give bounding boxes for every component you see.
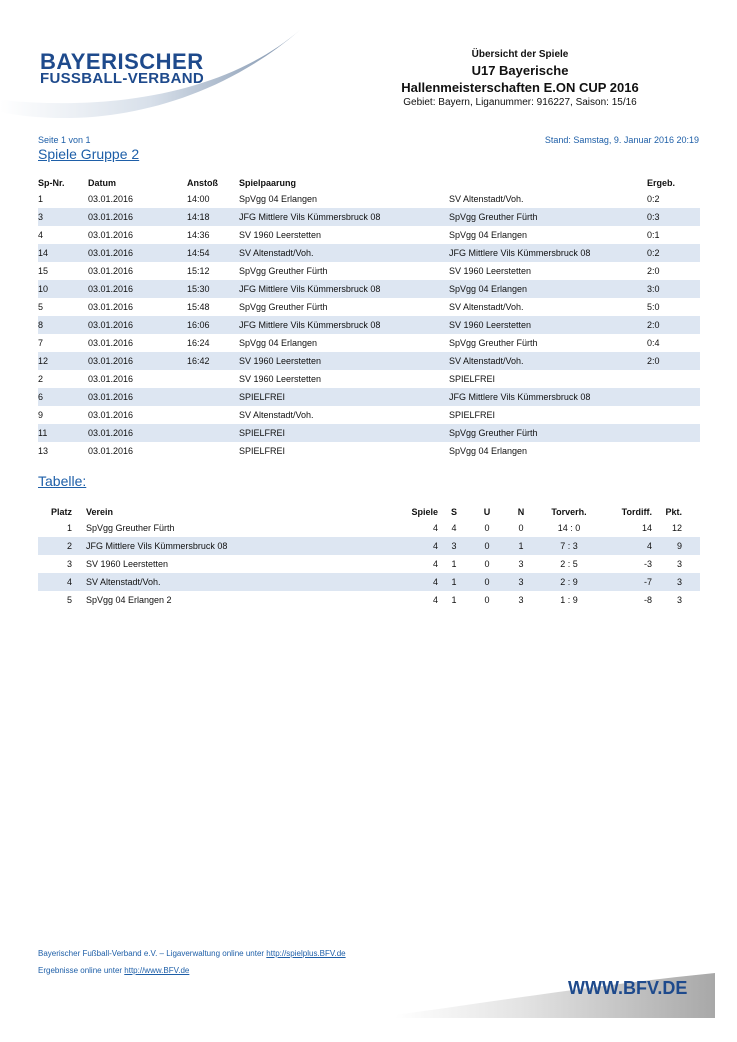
- table-section-title: Tabelle:: [38, 473, 87, 489]
- game-heim: SV 1960 Leerstetten: [239, 374, 322, 384]
- game-gast: SV Altenstadt/Voh.: [449, 302, 524, 312]
- header-platz: Platz: [50, 507, 72, 517]
- game-gast: SpVgg Greuther Fürth: [449, 208, 647, 226]
- standings-u: 0: [470, 573, 504, 591]
- game-datum: 03.01.2016: [88, 194, 134, 204]
- game-nr: 12: [38, 352, 88, 370]
- game-heim: SpVgg 04 Erlangen: [239, 338, 318, 348]
- game-row: [38, 352, 700, 370]
- standings-pkt: 12: [671, 523, 682, 533]
- game-gast: SpVgg Greuther Fürth: [449, 338, 538, 348]
- header-u: U: [483, 507, 491, 517]
- game-datum: 03.01.2016: [88, 410, 134, 420]
- game-row: [38, 316, 700, 334]
- standings-tordiff: -3: [643, 559, 652, 569]
- game-ergebnis: 3:0: [647, 280, 700, 298]
- game-datum: 03.01.2016: [88, 316, 187, 334]
- game-datum: 03.01.2016: [88, 302, 134, 312]
- document-title: Übersicht der Spiele: [471, 49, 569, 60]
- game-ergebnis: 2:0: [647, 266, 660, 276]
- standings-tordiff: -8: [643, 595, 652, 605]
- league-info: Gebiet: Bayern, Liganummer: 916227, Saison: 15/16: [403, 97, 637, 108]
- game-heim: SV Altenstadt/Voh.: [239, 244, 449, 262]
- league-title-line1: U17 Bayerische: [471, 63, 569, 78]
- game-row: [38, 244, 700, 262]
- game-nr: 14: [38, 244, 88, 262]
- game-gast: SV Altenstadt/Voh.: [449, 194, 524, 204]
- standings-platz: 5: [66, 595, 72, 605]
- standings-s: 1: [438, 573, 470, 591]
- game-ergebnis: 0:1: [647, 230, 660, 240]
- game-heim: SpVgg 04 Erlangen: [239, 194, 318, 204]
- game-anstoss: 15:30: [187, 280, 239, 298]
- game-row: [38, 442, 700, 460]
- game-anstoss: [187, 388, 239, 406]
- game-row: [38, 280, 700, 298]
- footer-line1: [38, 949, 346, 958]
- game-nr: 8: [38, 316, 88, 334]
- standings-u: 0: [484, 523, 490, 533]
- game-nr: 3: [38, 208, 88, 226]
- game-nr: 13: [38, 446, 49, 456]
- footer-line1-text: Bayerischer Fußball-Verband e.V. – Ligaverwaltung online unter: [38, 949, 267, 958]
- standings-platz: 2: [38, 537, 72, 555]
- footer-line2-text: Ergebnisse online unter: [38, 966, 125, 975]
- game-anstoss: [187, 442, 239, 460]
- game-heim: SV Altenstadt/Voh.: [239, 410, 314, 420]
- footer-url: WWW.BFV.DE: [568, 978, 688, 998]
- standings-n: 3: [518, 559, 524, 569]
- standings-platz: 1: [66, 523, 72, 533]
- game-ergebnis: [647, 406, 700, 424]
- standings-row: [38, 555, 700, 573]
- standings-spiele: 4: [402, 537, 438, 555]
- game-gast: SV Altenstadt/Voh.: [449, 352, 647, 370]
- game-anstoss: 14:00: [187, 194, 210, 204]
- game-ergebnis: 2:0: [647, 352, 700, 370]
- game-gast: JFG Mittlere Vils Kümmersbruck 08: [449, 244, 647, 262]
- game-row: [38, 226, 700, 244]
- game-anstoss: [187, 424, 239, 442]
- game-datum: 03.01.2016: [88, 424, 187, 442]
- header-n: N: [517, 507, 525, 517]
- standings-s: 1: [451, 559, 457, 569]
- game-anstoss: 14:36: [187, 230, 210, 240]
- standings-n: 3: [518, 595, 524, 605]
- game-heim: SPIELFREI: [239, 446, 286, 456]
- header-sp-nr: Sp-Nr.: [38, 178, 65, 188]
- game-ergebnis: 0:2: [647, 244, 700, 262]
- game-anstoss: [187, 406, 239, 424]
- game-gast: SV 1960 Leerstetten: [449, 266, 532, 276]
- game-gast: SpVgg 04 Erlangen: [449, 280, 647, 298]
- standings-pkt: 9: [652, 537, 682, 555]
- game-row: [38, 406, 700, 424]
- games-table: [38, 176, 700, 460]
- standings-s: 1: [451, 595, 457, 605]
- standings-verein: SV Altenstadt/Voh.: [86, 573, 402, 591]
- game-heim: JFG Mittlere Vils Kümmersbruck 08: [239, 208, 449, 226]
- game-anstoss: 14:54: [187, 244, 239, 262]
- spielplus-link[interactable]: http://spielplus.BFV.de: [266, 949, 346, 958]
- game-heim: SV 1960 Leerstetten: [239, 230, 322, 240]
- game-row: [38, 370, 700, 388]
- header-torverh: Torverh.: [551, 507, 587, 517]
- game-gast: SpVgg Greuther Fürth: [449, 424, 647, 442]
- game-datum: 03.01.2016: [88, 338, 134, 348]
- game-nr: 10: [38, 280, 88, 298]
- game-row: [38, 190, 700, 208]
- game-anstoss: 15:48: [187, 302, 210, 312]
- game-datum: 03.01.2016: [88, 230, 134, 240]
- standings-u: 0: [470, 537, 504, 555]
- game-heim: SV 1960 Leerstetten: [239, 352, 449, 370]
- game-datum: 03.01.2016: [88, 352, 187, 370]
- game-row: [38, 298, 700, 316]
- game-datum: 03.01.2016: [88, 280, 187, 298]
- game-row: [38, 388, 700, 406]
- standings-u: 0: [484, 595, 490, 605]
- header-pkt: Pkt.: [665, 507, 682, 517]
- game-gast: JFG Mittlere Vils Kümmersbruck 08: [449, 388, 647, 406]
- game-heim: SPIELFREI: [239, 388, 449, 406]
- game-row: [38, 208, 700, 226]
- game-ergebnis: [647, 442, 700, 460]
- game-nr: 4: [38, 230, 44, 240]
- standings-s: 3: [438, 537, 470, 555]
- game-datum: 03.01.2016: [88, 388, 187, 406]
- game-datum: 03.01.2016: [88, 208, 187, 226]
- header-datum: Datum: [88, 178, 117, 188]
- game-heim: JFG Mittlere Vils Kümmersbruck 08: [239, 316, 449, 334]
- standings-spiele: 4: [432, 595, 438, 605]
- game-ergebnis: 2:0: [647, 316, 700, 334]
- standings-spiele: 4: [432, 523, 438, 533]
- game-datum: 03.01.2016: [88, 446, 134, 456]
- game-row: [38, 334, 700, 352]
- games-header-row: [38, 176, 700, 190]
- header-ergebnis: Ergeb.: [647, 178, 676, 188]
- game-nr: 5: [38, 302, 44, 312]
- game-ergebnis: [647, 424, 700, 442]
- game-ergebnis: 0:2: [647, 194, 660, 204]
- games-body: [38, 190, 700, 460]
- standings-torverh: 2 : 9: [538, 573, 600, 591]
- standings-tordiff: -7: [600, 573, 652, 591]
- standings-platz: 4: [38, 573, 72, 591]
- game-anstoss: [187, 370, 239, 388]
- header-s: S: [450, 507, 457, 517]
- standings-verein: SpVgg 04 Erlangen 2: [86, 595, 172, 605]
- game-row: [38, 262, 700, 280]
- game-nr: 15: [38, 266, 49, 276]
- standings-n: 3: [504, 573, 538, 591]
- header-verein: Verein: [86, 507, 114, 517]
- standings-pkt: 3: [676, 595, 682, 605]
- standings-n: 0: [518, 523, 524, 533]
- standings-torverh: 2 : 5: [560, 559, 578, 569]
- game-gast: SPIELFREI: [449, 374, 496, 384]
- game-ergebnis: [647, 370, 700, 388]
- game-nr: 2: [38, 374, 44, 384]
- game-anstoss: 16:06: [187, 316, 239, 334]
- game-anstoss: 14:18: [187, 208, 239, 226]
- league-title-line2: Hallenmeisterschaften E.ON CUP 2016: [401, 80, 639, 95]
- header-spielpaarung: Spielpaarung: [239, 178, 297, 188]
- logo-line1: BAYERISCHER: [40, 49, 204, 74]
- header-anstoss: Anstoß: [187, 178, 218, 188]
- bfv-link[interactable]: http://www.BFV.de: [124, 966, 190, 975]
- game-heim: JFG Mittlere Vils Kümmersbruck 08: [239, 280, 449, 298]
- logo-line2: FUSSBALL-VERBAND: [40, 70, 204, 87]
- game-gast: SpVgg 04 Erlangen: [449, 230, 528, 240]
- game-nr: 7: [38, 338, 44, 348]
- game-gast: SV 1960 Leerstetten: [449, 316, 647, 334]
- standings-u: 0: [484, 559, 490, 569]
- standings-s: 4: [451, 523, 457, 533]
- game-nr: 11: [38, 424, 88, 442]
- game-ergebnis: 0:3: [647, 208, 700, 226]
- game-datum: 03.01.2016: [88, 374, 134, 384]
- standings-torverh: 14 : 0: [557, 523, 581, 533]
- standings-torverh: 7 : 3: [538, 537, 600, 555]
- standings-platz: 3: [66, 559, 72, 569]
- footer-line2: [38, 966, 189, 975]
- standings-table: [38, 505, 700, 609]
- game-gast: SpVgg 04 Erlangen: [449, 446, 528, 456]
- game-heim: SpVgg Greuther Fürth: [239, 302, 328, 312]
- standings-header-row: [38, 505, 700, 519]
- game-datum: 03.01.2016: [88, 266, 134, 276]
- standings-spiele: 4: [402, 573, 438, 591]
- game-ergebnis: [647, 388, 700, 406]
- header-spiele: Spiele: [411, 507, 438, 517]
- standings-tordiff: 4: [600, 537, 652, 555]
- games-section-title: Spiele Gruppe 2: [38, 146, 140, 162]
- standings-row: [38, 519, 700, 537]
- game-datum: 03.01.2016: [88, 244, 187, 262]
- game-ergebnis: 0:4: [647, 338, 660, 348]
- game-heim: SpVgg Greuther Fürth: [239, 266, 328, 276]
- standings-spiele: 4: [432, 559, 438, 569]
- game-anstoss: 16:42: [187, 352, 239, 370]
- stand-timestamp: Stand: Samstag, 9. Januar 2016 20:19: [544, 135, 699, 145]
- game-nr: 1: [38, 194, 44, 204]
- standings-torverh: 1 : 9: [560, 595, 578, 605]
- standings-n: 1: [504, 537, 538, 555]
- game-anstoss: 16:24: [187, 338, 210, 348]
- standings-pkt: 3: [676, 559, 682, 569]
- game-gast: SPIELFREI: [449, 410, 496, 420]
- page-info: Seite 1 von 1: [38, 135, 91, 145]
- game-anstoss: 15:12: [187, 266, 210, 276]
- standings-verein: SV 1960 Leerstetten: [86, 559, 169, 569]
- game-row: [38, 424, 700, 442]
- standings-pkt: 3: [652, 573, 682, 591]
- standings-row: [38, 591, 700, 609]
- game-heim: SPIELFREI: [239, 424, 449, 442]
- game-ergebnis: 5:0: [647, 302, 660, 312]
- game-nr: 6: [38, 388, 88, 406]
- standings-tordiff: 14: [641, 523, 652, 533]
- standings-verein: SpVgg Greuther Fürth: [86, 523, 175, 533]
- header-tordiff: Tordiff.: [621, 507, 652, 517]
- standings-verein: JFG Mittlere Vils Kümmersbruck 08: [86, 537, 402, 555]
- standings-row: [38, 537, 700, 555]
- standings-row: [38, 573, 700, 591]
- standings-body: [38, 519, 700, 609]
- game-nr: 9: [38, 410, 44, 420]
